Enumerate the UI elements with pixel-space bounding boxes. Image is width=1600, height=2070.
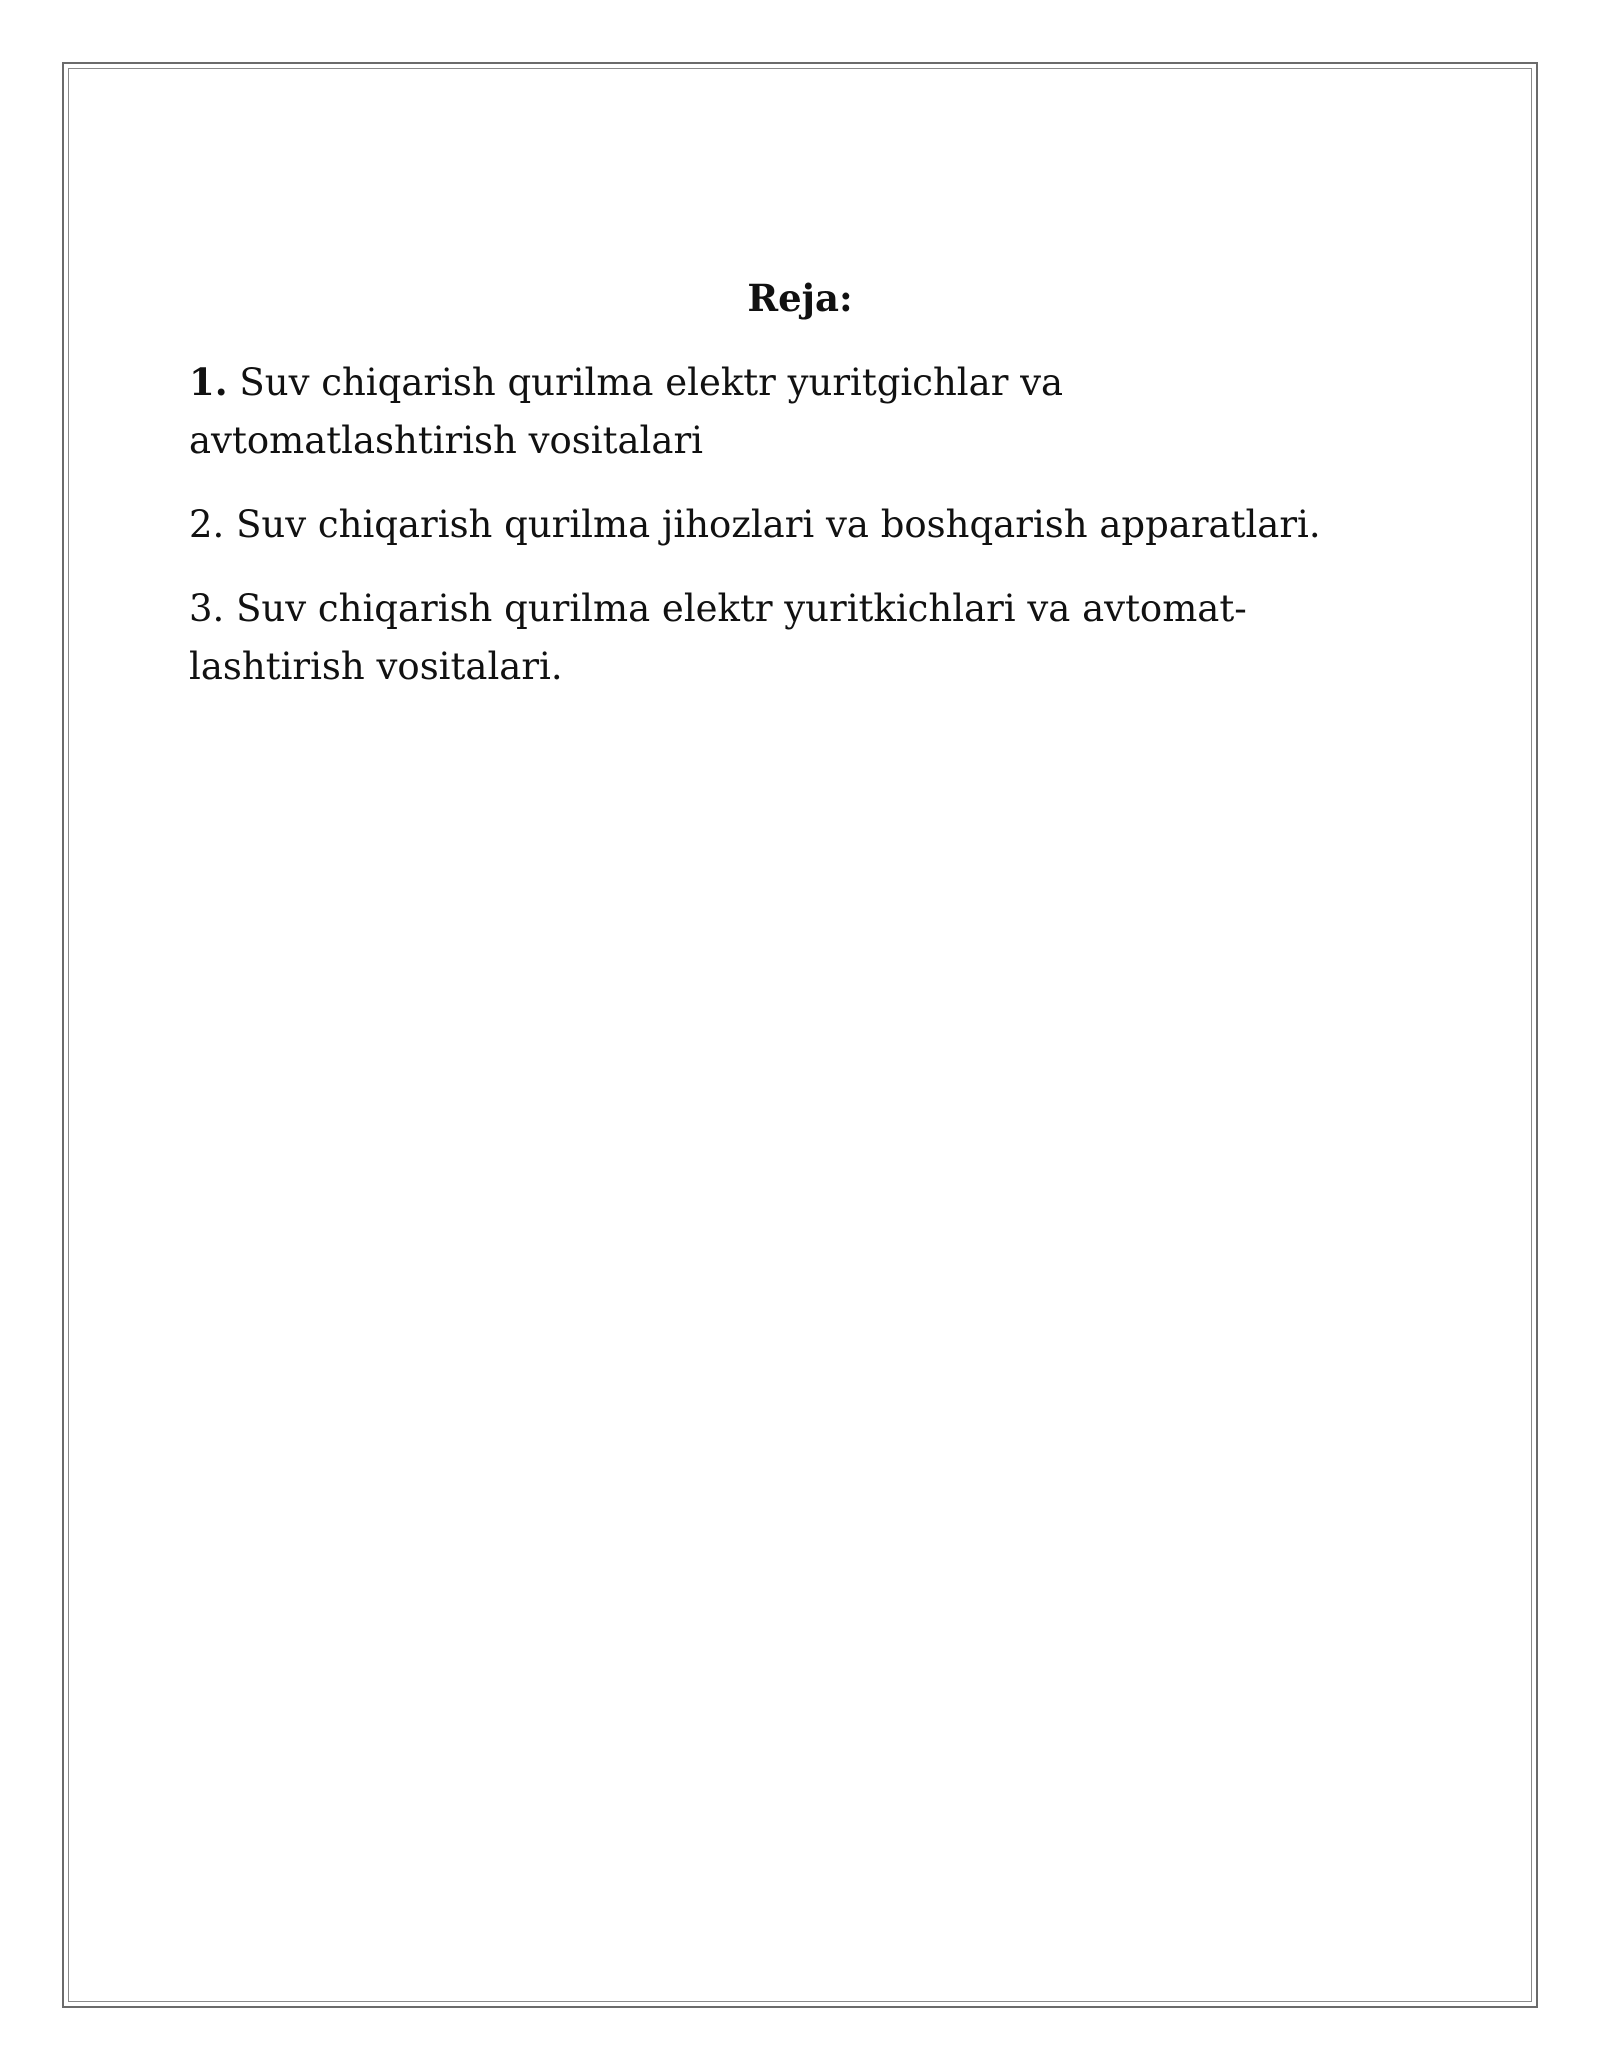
plan-item-text: Suv chiqarish qurilma elektr yuritgichlar va avtomatlashtirish vositalari <box>189 361 1064 462</box>
plan-item-number: 1. <box>189 360 228 404</box>
plan-item-text: Suv chiqarish qurilma jihozlari va boshqarish apparatlari. <box>224 503 1321 546</box>
plan-item-1 <box>189 353 1369 470</box>
plan-list <box>189 353 1369 722</box>
plan-item-number: 3. <box>189 587 225 630</box>
title-container <box>0 272 1600 324</box>
plan-item-number: 2. <box>189 503 225 546</box>
document-title: Reja: <box>747 276 853 320</box>
plan-item-3 <box>189 580 1369 696</box>
plan-item-text: Suv chiqarish qurilma elektr yuritkichlari va avtomat-lashtirish vositalari. <box>189 587 1247 688</box>
plan-item-2 <box>189 496 1369 554</box>
